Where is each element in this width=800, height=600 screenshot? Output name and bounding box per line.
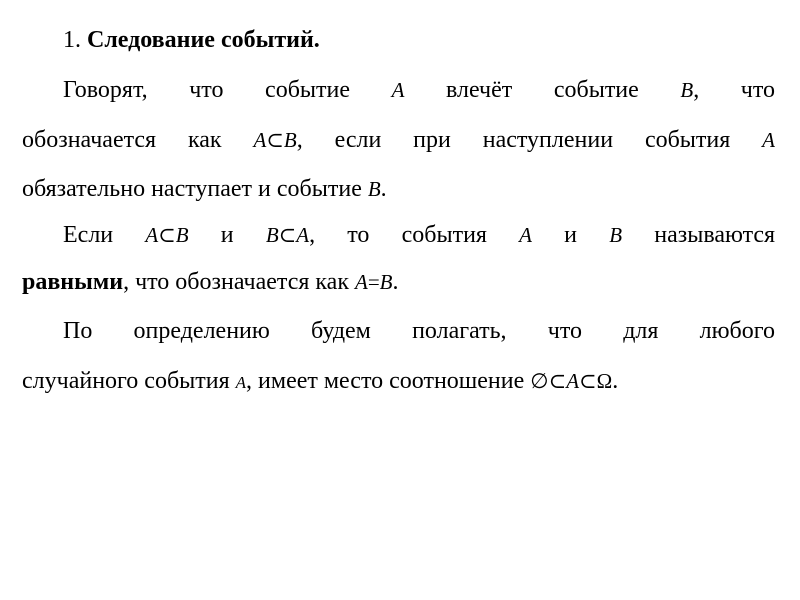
subset-symbol: ⊂ [579, 369, 597, 393]
subset-symbol: ⊂ [548, 369, 567, 393]
text: называются [654, 222, 776, 248]
math-var: A [519, 223, 532, 247]
math-var: A [296, 223, 310, 247]
paragraph-2-line-1 [63, 221, 775, 249]
math-var: B [175, 223, 189, 247]
text: Говорят, что событие [63, 77, 351, 103]
subset-symbol: ⊂ [278, 223, 297, 247]
paragraph-3-line-2 [22, 367, 775, 397]
text: и [564, 222, 578, 248]
subset-symbol: ⊂ [158, 223, 176, 247]
math-var: A [355, 270, 368, 294]
math-var: A [762, 128, 775, 152]
math-var: A [566, 369, 580, 393]
paragraph-2-line-2 [22, 268, 775, 296]
text: и [220, 222, 234, 248]
text: . [392, 269, 399, 295]
text: , если при наступлении события [296, 127, 731, 153]
text: , то события [309, 222, 487, 248]
heading-title: Следование событий. [87, 27, 320, 53]
paragraph-1-line-3 [22, 175, 775, 203]
bold-term: равными [22, 269, 124, 295]
empty-set-symbol: ∅ [530, 369, 549, 393]
section-heading [63, 26, 800, 54]
text: , имеет место соотношение [246, 368, 525, 394]
heading-number: 1. [63, 27, 81, 53]
math-var: B [609, 223, 623, 247]
math-var: B [265, 223, 279, 247]
math-var: A [253, 128, 267, 152]
text: , что обозначается как [123, 269, 349, 295]
text: случайного события [22, 368, 230, 394]
math-var: B [367, 177, 381, 201]
text: , что [693, 77, 776, 103]
math-var: A [391, 78, 405, 102]
text: . [380, 176, 387, 202]
text: Если [63, 222, 114, 248]
math-var: B [680, 78, 694, 102]
text: обязательно наступает и событие [22, 176, 362, 202]
paragraph-3-line-1 [63, 317, 775, 345]
math-var: A [145, 223, 159, 247]
math-var: A [235, 373, 247, 392]
equals-symbol: = [367, 270, 380, 294]
subset-symbol: ⊂ [266, 128, 284, 152]
text: По определению будем полагать, что для любого [63, 318, 775, 344]
text: . [612, 368, 619, 394]
paragraph-1-line-2 [22, 126, 775, 154]
text: обозначается как [22, 127, 222, 153]
math-var: B [283, 128, 297, 152]
paragraph-1-line-1 [63, 76, 775, 104]
omega-symbol: Ω [596, 369, 613, 393]
text: влечёт событие [446, 77, 639, 103]
math-var: B [379, 270, 393, 294]
